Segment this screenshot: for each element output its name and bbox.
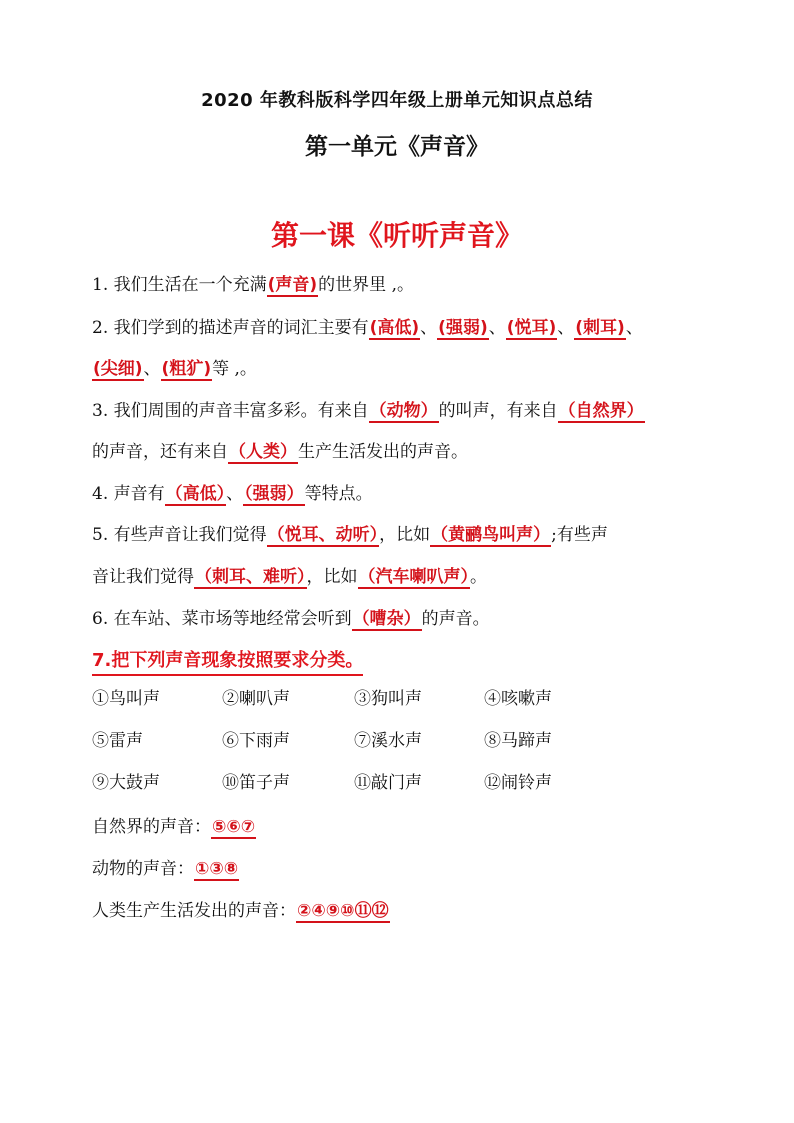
item-text: 的世界里 ,。	[318, 275, 414, 295]
answer-blank: ②④⑨⑩⑪⑫	[297, 901, 389, 921]
document-title: 2020 年教科版科学四年级上册单元知识点总结	[201, 90, 593, 111]
separator: 、	[420, 318, 438, 338]
answer-blank: (尖细)	[93, 359, 143, 379]
item-text: 。	[470, 567, 487, 587]
item-text: 等特点。	[304, 484, 373, 504]
option: ②喇叭声	[222, 689, 290, 709]
option: ⑥下雨声	[222, 731, 290, 751]
item-text: 生产生活发出的声音。	[298, 442, 468, 462]
item-text: ，比如	[306, 567, 358, 587]
item-text: 等 ,。	[212, 359, 257, 379]
answer-blank: (强弱)	[438, 318, 488, 338]
item-text: 5. 有些声音让我们觉得	[92, 525, 267, 545]
item-text: 3. 我们周围的声音丰富多彩。有来自	[92, 401, 369, 421]
option: ⑪敲门声	[354, 773, 422, 793]
answer-blank: （人类）	[229, 442, 297, 462]
option: ③狗叫声	[354, 689, 422, 709]
answer-blank: ⑤⑥⑦	[212, 817, 256, 837]
answer-blank: （高低）	[165, 484, 226, 504]
separator: 、	[557, 318, 575, 338]
category-nature	[92, 814, 256, 840]
item-text: 音让我们觉得	[92, 567, 194, 587]
item-4	[92, 481, 712, 507]
unit-title: 第一单元《声音》	[305, 134, 489, 160]
lesson-title: 第一课《听听声音》	[270, 219, 523, 252]
answer-blank: （悦耳、动听）	[267, 525, 379, 545]
item-1	[92, 272, 712, 298]
item-3-line-2	[92, 439, 712, 465]
question-7-heading: 7.把下列声音现象按照要求分类。	[92, 648, 363, 676]
category-label: 人类生产生活发出的声音：	[92, 901, 296, 921]
option: ⑦溪水声	[354, 731, 422, 751]
option: ④咳嗽声	[484, 689, 552, 709]
category-human	[92, 898, 390, 924]
item-2-line-1	[92, 315, 712, 341]
item-text: 1. 我们生活在一个充满	[92, 275, 267, 295]
option: ①鸟叫声	[92, 689, 160, 709]
item-text: 6. 在车站、菜市场等地经常会听到	[92, 609, 352, 629]
option: ⑧马蹄声	[484, 731, 552, 751]
item-text: 的声音。	[421, 609, 490, 629]
answer-blank: （汽车喇叭声）	[358, 567, 469, 587]
item-text: ;有些声	[551, 525, 608, 545]
item-text: 的声音，还有来自	[92, 442, 228, 462]
answer-blank: （强弱）	[244, 484, 304, 504]
category-label: 动物的声音：	[92, 859, 194, 879]
item-text: ，比如	[379, 525, 431, 545]
option: ⑨大鼓声	[92, 773, 160, 793]
item-6	[92, 606, 712, 632]
separator: 、	[625, 318, 643, 338]
category-animal	[92, 856, 239, 882]
item-2-line-2	[92, 356, 712, 382]
item-3-line-1	[92, 398, 712, 424]
separator: 、	[143, 359, 161, 379]
answer-blank: ①③⑧	[195, 859, 239, 879]
item-5-line-1	[92, 522, 712, 548]
answer-blank: （黄鹂鸟叫声）	[431, 525, 551, 545]
option: ⑫闹铃声	[484, 773, 552, 793]
separator: 、	[226, 484, 244, 504]
item-text: 4. 声音有	[92, 484, 165, 504]
answer-blank: (刺耳)	[575, 318, 625, 338]
answer-blank: (高低)	[369, 318, 420, 338]
answer-blank: （动物）	[369, 401, 438, 421]
separator: 、	[488, 318, 506, 338]
option: ⑩笛子声	[222, 773, 290, 793]
answer-blank: （自然界）	[558, 401, 644, 421]
category-label: 自然界的声音：	[92, 817, 211, 837]
item-text: 的叫声，有来自	[438, 401, 558, 421]
item-text: 2. 我们学到的描述声音的词汇主要有	[92, 318, 369, 338]
answer-blank: (粗犷)	[161, 359, 212, 379]
answer-blank: (悦耳)	[506, 318, 557, 338]
answer-blank: （刺耳、难听）	[195, 567, 306, 587]
answer-blank: (声音)	[267, 275, 318, 295]
answer-blank: （嘈杂）	[352, 609, 421, 629]
option: ⑤雷声	[92, 731, 143, 751]
item-5-line-2	[92, 564, 712, 590]
